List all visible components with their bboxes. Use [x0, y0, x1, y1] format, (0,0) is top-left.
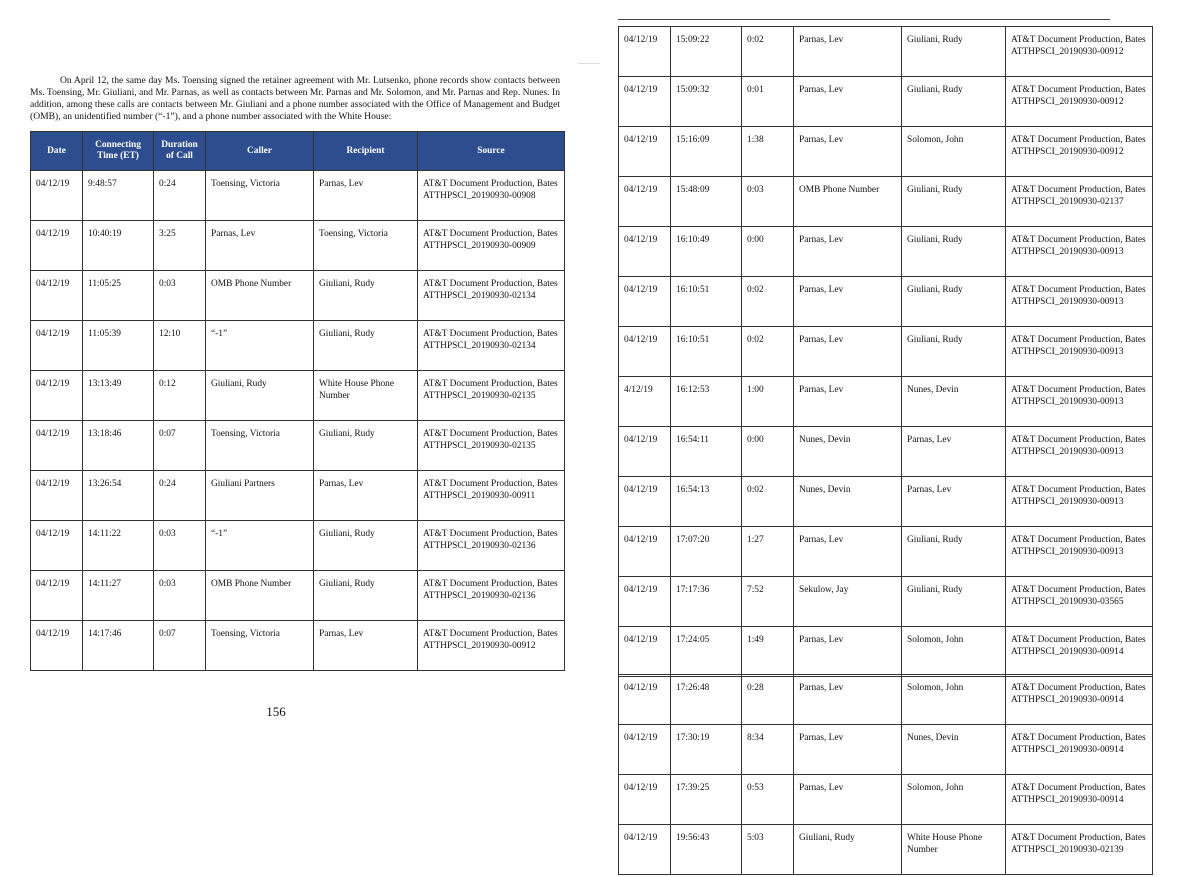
table-row: [31, 571, 565, 621]
table-row: [619, 725, 1153, 775]
recipient-cell: Toensing, Victoria: [314, 221, 418, 271]
caller-cell: Parnas, Lev: [794, 327, 902, 377]
table-row: [619, 27, 1153, 77]
caller-cell: “-1”: [206, 521, 314, 571]
time-cell: 13:26:54: [83, 471, 154, 521]
call-log-table-right-1: [618, 26, 1153, 677]
caller-cell: Parnas, Lev: [794, 725, 902, 775]
table-row: [619, 527, 1153, 577]
caller-cell: Nunes, Devin: [794, 477, 902, 527]
divider: [578, 63, 602, 64]
date-cell: 04/12/19: [31, 371, 83, 421]
time-cell: 17:39:25: [671, 775, 742, 825]
table-row: [31, 621, 565, 671]
source-cell: AT&T Document Production, Bates ATTHPSCI_20190930-00914: [1006, 775, 1153, 825]
time-cell: 14:11:27: [83, 571, 154, 621]
time-cell: 17:24:05: [671, 627, 742, 677]
recipient-cell: White House Phone Number: [314, 371, 418, 421]
date-cell: 04/12/19: [619, 427, 671, 477]
caller-cell: Parnas, Lev: [794, 277, 902, 327]
time-cell: 17:07:20: [671, 527, 742, 577]
source-cell: AT&T Document Production, Bates ATTHPSCI_20190930-00912: [1006, 127, 1153, 177]
source-cell: AT&T Document Production, Bates ATTHPSCI_20190930-02136: [418, 571, 565, 621]
caller-cell: Parnas, Lev: [794, 675, 902, 725]
date-cell: 04/12/19: [31, 521, 83, 571]
source-cell: AT&T Document Production, Bates ATTHPSCI_20190930-00913: [1006, 527, 1153, 577]
table-row: [31, 221, 565, 271]
source-cell: AT&T Document Production, Bates ATTHPSCI_20190930-00911: [418, 471, 565, 521]
duration-cell: 1:27: [742, 527, 794, 577]
recipient-cell: Giuliani, Rudy: [314, 421, 418, 471]
time-cell: 15:09:32: [671, 77, 742, 127]
time-cell: 9:48:57: [83, 171, 154, 221]
time-cell: 16:10:51: [671, 277, 742, 327]
duration-cell: 3:25: [154, 221, 206, 271]
intro-paragraph: [30, 75, 560, 124]
source-cell: AT&T Document Production, Bates ATTHPSCI_20190930-02134: [418, 271, 565, 321]
date-cell: 04/12/19: [619, 725, 671, 775]
source-cell: AT&T Document Production, Bates ATTHPSCI_20190930-00913: [1006, 277, 1153, 327]
duration-cell: 0:02: [742, 477, 794, 527]
caller-cell: Parnas, Lev: [794, 127, 902, 177]
call-log-table-right-2: [618, 674, 1153, 875]
header-connecting-time: Connecting Time (ET): [83, 132, 154, 171]
duration-cell: 0:02: [742, 277, 794, 327]
intro-text: On April 12, the same day Ms. Toensing signed the retainer agreement with Mr. Lutsenko, phone records show contacts between Ms. Toensing, Mr. Giuliani, and Mr. Parnas, as well as contacts between Mr. Parnas and Mr. Solomon, and Mr. Parnas and Rep. Nunes. In addition, among these calls are contacts between Mr. Giuliani and a phone number associated with the Office of Management and Budget (OMB), an unidentified number (“-1”), and a phone number associated with the White House:: [30, 74, 560, 123]
call-log-table-left: [30, 131, 565, 671]
table-row: [619, 427, 1153, 477]
duration-cell: 0:24: [154, 171, 206, 221]
date-cell: 04/12/19: [619, 127, 671, 177]
duration-cell: 1:00: [742, 377, 794, 427]
date-cell: 04/12/19: [619, 177, 671, 227]
date-cell: 04/12/19: [31, 271, 83, 321]
table-row: [619, 577, 1153, 627]
duration-cell: 0:28: [742, 675, 794, 725]
time-cell: 17:30:19: [671, 725, 742, 775]
recipient-cell: Giuliani, Rudy: [902, 77, 1006, 127]
table-row: [31, 521, 565, 571]
recipient-cell: Giuliani, Rudy: [902, 577, 1006, 627]
page-number: 156: [266, 704, 286, 719]
recipient-cell: Giuliani, Rudy: [314, 321, 418, 371]
caller-cell: OMB Phone Number: [206, 571, 314, 621]
date-cell: 04/12/19: [619, 77, 671, 127]
recipient-cell: Giuliani, Rudy: [902, 27, 1006, 77]
source-cell: AT&T Document Production, Bates ATTHPSCI_20190930-02135: [418, 371, 565, 421]
table-header-row: [31, 132, 565, 171]
time-cell: 15:16:09: [671, 127, 742, 177]
source-cell: AT&T Document Production, Bates ATTHPSCI_20190930-00908: [418, 171, 565, 221]
caller-cell: “-1”: [206, 321, 314, 371]
recipient-cell: Parnas, Lev: [314, 621, 418, 671]
recipient-cell: Solomon, John: [902, 775, 1006, 825]
time-cell: 17:17:36: [671, 577, 742, 627]
recipient-cell: Parnas, Lev: [902, 477, 1006, 527]
duration-cell: 5:03: [742, 825, 794, 875]
time-cell: 15:09:22: [671, 27, 742, 77]
source-cell: AT&T Document Production, Bates ATTHPSCI_20190930-00912: [1006, 77, 1153, 127]
duration-cell: 0:03: [154, 571, 206, 621]
date-cell: 04/12/19: [31, 171, 83, 221]
source-cell: AT&T Document Production, Bates ATTHPSCI_20190930-02135: [418, 421, 565, 471]
caller-cell: Giuliani, Rudy: [794, 825, 902, 875]
source-cell: AT&T Document Production, Bates ATTHPSCI_20190930-02137: [1006, 177, 1153, 227]
duration-cell: 0:00: [742, 227, 794, 277]
source-cell: AT&T Document Production, Bates ATTHPSCI_20190930-00909: [418, 221, 565, 271]
caller-cell: Parnas, Lev: [794, 627, 902, 677]
recipient-cell: Parnas, Lev: [902, 427, 1006, 477]
table-row: [619, 277, 1153, 327]
duration-cell: 1:49: [742, 627, 794, 677]
caller-cell: Parnas, Lev: [794, 527, 902, 577]
table-row: [619, 377, 1153, 427]
time-cell: 10:40:19: [83, 221, 154, 271]
time-cell: 14:17:46: [83, 621, 154, 671]
time-cell: 16:10:51: [671, 327, 742, 377]
duration-cell: 0:02: [742, 27, 794, 77]
table-row: [619, 77, 1153, 127]
recipient-cell: Nunes, Devin: [902, 725, 1006, 775]
duration-cell: 0:24: [154, 471, 206, 521]
header-duration: Duration of Call: [154, 132, 206, 171]
caller-cell: Toensing, Victoria: [206, 421, 314, 471]
recipient-cell: Solomon, John: [902, 627, 1006, 677]
table-body-right-1: [619, 27, 1153, 677]
time-cell: 17:26:48: [671, 675, 742, 725]
caller-cell: Giuliani Partners: [206, 471, 314, 521]
duration-cell: 0:07: [154, 421, 206, 471]
table-row: [619, 227, 1153, 277]
date-cell: 04/12/19: [31, 571, 83, 621]
source-cell: AT&T Document Production, Bates ATTHPSCI_20190930-00914: [1006, 675, 1153, 725]
source-cell: AT&T Document Production, Bates ATTHPSCI_20190930-02134: [418, 321, 565, 371]
date-cell: 04/12/19: [619, 327, 671, 377]
recipient-cell: Giuliani, Rudy: [314, 271, 418, 321]
table-row: [619, 127, 1153, 177]
duration-cell: 0:00: [742, 427, 794, 477]
time-cell: 16:12:53: [671, 377, 742, 427]
table-row: [31, 171, 565, 221]
recipient-cell: Parnas, Lev: [314, 471, 418, 521]
header-date: Date: [31, 132, 83, 171]
table-row: [31, 321, 565, 371]
source-cell: AT&T Document Production, Bates ATTHPSCI_20190930-00912: [418, 621, 565, 671]
table-row: [619, 825, 1153, 875]
source-cell: AT&T Document Production, Bates ATTHPSCI_20190930-00913: [1006, 477, 1153, 527]
recipient-cell: Solomon, John: [902, 127, 1006, 177]
date-cell: 04/12/19: [31, 321, 83, 371]
source-cell: AT&T Document Production, Bates ATTHPSCI_20190930-00913: [1006, 327, 1153, 377]
recipient-cell: Giuliani, Rudy: [902, 327, 1006, 377]
table-row: [619, 675, 1153, 725]
table-row: [619, 627, 1153, 677]
duration-cell: 0:12: [154, 371, 206, 421]
header-caller: Caller: [206, 132, 314, 171]
caller-cell: Parnas, Lev: [794, 77, 902, 127]
source-cell: AT&T Document Production, Bates ATTHPSCI_20190930-03565: [1006, 577, 1153, 627]
recipient-cell: Giuliani, Rudy: [314, 571, 418, 621]
date-cell: 04/12/19: [619, 27, 671, 77]
table-row: [619, 177, 1153, 227]
caller-cell: Toensing, Victoria: [206, 171, 314, 221]
duration-cell: 0:01: [742, 77, 794, 127]
recipient-cell: White House Phone Number: [902, 825, 1006, 875]
source-cell: AT&T Document Production, Bates ATTHPSCI_20190930-00913: [1006, 377, 1153, 427]
caller-cell: Parnas, Lev: [794, 775, 902, 825]
date-cell: 4/12/19: [619, 377, 671, 427]
table-row: [619, 477, 1153, 527]
table-row: [31, 271, 565, 321]
source-cell: AT&T Document Production, Bates ATTHPSCI_20190930-00913: [1006, 227, 1153, 277]
date-cell: 04/12/19: [619, 527, 671, 577]
caller-cell: Sekulow, Jay: [794, 577, 902, 627]
duration-cell: 0:07: [154, 621, 206, 671]
table-body-left: [31, 171, 565, 671]
time-cell: 16:54:11: [671, 427, 742, 477]
caller-cell: Parnas, Lev: [794, 27, 902, 77]
date-cell: 04/12/19: [31, 621, 83, 671]
duration-cell: 0:03: [742, 177, 794, 227]
date-cell: 04/12/19: [619, 775, 671, 825]
date-cell: 04/12/19: [619, 277, 671, 327]
time-cell: 11:05:25: [83, 271, 154, 321]
recipient-cell: Giuliani, Rudy: [902, 527, 1006, 577]
caller-cell: Parnas, Lev: [794, 377, 902, 427]
caller-cell: Parnas, Lev: [794, 227, 902, 277]
duration-cell: 7:52: [742, 577, 794, 627]
source-cell: AT&T Document Production, Bates ATTHPSCI_20190930-00914: [1006, 725, 1153, 775]
source-cell: AT&T Document Production, Bates ATTHPSCI_20190930-02136: [418, 521, 565, 571]
table-row: [31, 371, 565, 421]
duration-cell: 12:10: [154, 321, 206, 371]
time-cell: 19:56:43: [671, 825, 742, 875]
recipient-cell: Giuliani, Rudy: [902, 177, 1006, 227]
table-row: [619, 327, 1153, 377]
header-source: Source: [418, 132, 565, 171]
time-cell: 13:18:46: [83, 421, 154, 471]
date-cell: 04/12/19: [619, 477, 671, 527]
date-cell: 04/12/19: [619, 825, 671, 875]
recipient-cell: Giuliani, Rudy: [314, 521, 418, 571]
source-cell: AT&T Document Production, Bates ATTHPSCI_20190930-02139: [1006, 825, 1153, 875]
duration-cell: 1:38: [742, 127, 794, 177]
recipient-cell: Giuliani, Rudy: [902, 277, 1006, 327]
table-row: [619, 775, 1153, 825]
table-row: [31, 421, 565, 471]
table-row: [31, 471, 565, 521]
recipient-cell: Parnas, Lev: [314, 171, 418, 221]
caller-cell: Giuliani, Rudy: [206, 371, 314, 421]
recipient-cell: Giuliani, Rudy: [902, 227, 1006, 277]
date-cell: 04/12/19: [31, 471, 83, 521]
caller-cell: Toensing, Victoria: [206, 621, 314, 671]
date-cell: 04/12/19: [619, 627, 671, 677]
top-rule: [618, 19, 1110, 20]
date-cell: 04/12/19: [619, 227, 671, 277]
time-cell: 16:10:49: [671, 227, 742, 277]
header-recipient: Recipient: [314, 132, 418, 171]
duration-cell: 0:03: [154, 521, 206, 571]
date-cell: 04/12/19: [31, 221, 83, 271]
time-cell: 15:48:09: [671, 177, 742, 227]
date-cell: 04/12/19: [619, 577, 671, 627]
time-cell: 11:05:39: [83, 321, 154, 371]
caller-cell: Parnas, Lev: [206, 221, 314, 271]
caller-cell: OMB Phone Number: [794, 177, 902, 227]
source-cell: AT&T Document Production, Bates ATTHPSCI_20190930-00912: [1006, 27, 1153, 77]
time-cell: 14:11:22: [83, 521, 154, 571]
caller-cell: OMB Phone Number: [206, 271, 314, 321]
recipient-cell: Solomon, John: [902, 675, 1006, 725]
date-cell: 04/12/19: [31, 421, 83, 471]
duration-cell: 0:02: [742, 327, 794, 377]
duration-cell: 0:53: [742, 775, 794, 825]
duration-cell: 0:03: [154, 271, 206, 321]
source-cell: AT&T Document Production, Bates ATTHPSCI_20190930-00914: [1006, 627, 1153, 677]
caller-cell: Nunes, Devin: [794, 427, 902, 477]
time-cell: 13:13:49: [83, 371, 154, 421]
date-cell: 04/12/19: [619, 675, 671, 725]
source-cell: AT&T Document Production, Bates ATTHPSCI_20190930-00913: [1006, 427, 1153, 477]
table-body-right-2: [619, 675, 1153, 875]
time-cell: 16:54:13: [671, 477, 742, 527]
recipient-cell: Nunes, Devin: [902, 377, 1006, 427]
duration-cell: 8:34: [742, 725, 794, 775]
